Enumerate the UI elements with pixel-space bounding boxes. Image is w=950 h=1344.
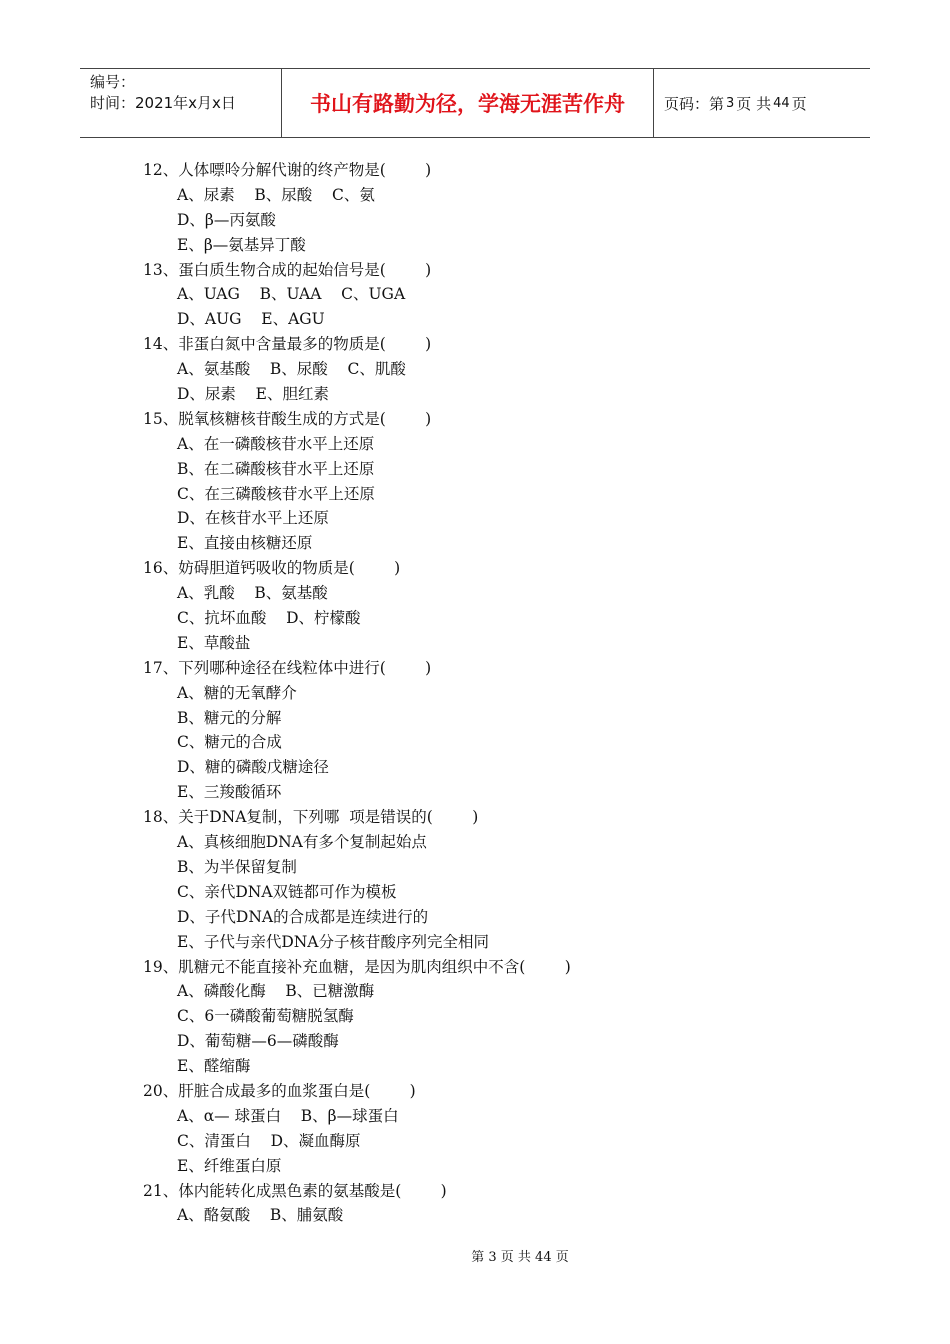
question-stem: 16、妨碍胆道钙吸收的物质是( ) <box>143 559 401 578</box>
question-option: A、尿素 B、尿酸 C、氨 <box>177 185 375 204</box>
question-option: E、β—氨基异丁酸 <box>177 235 306 254</box>
page-mid: 页 共 <box>736 94 772 113</box>
question-option: D、在核苷水平上还原 <box>177 509 329 528</box>
serial-label: 编号： <box>90 73 136 91</box>
question-option: E、直接由核糖还原 <box>177 534 313 553</box>
page-current: 3 <box>726 95 735 111</box>
header-motto: 书山有路勤为径，学海无涯苦作舟 <box>282 69 654 137</box>
question-stem: 17、下列哪种途径在线粒体中进行( ) <box>143 658 432 677</box>
question-option: A、在一磷酸核苷水平上还原 <box>177 434 375 453</box>
question-stem: 15、脱氧核糖核苷酸生成的方式是( ) <box>143 409 432 428</box>
question-option: E、子代与亲代DNA分子核苷酸序列完全相同 <box>177 932 489 951</box>
question-option: C、糖元的合成 <box>177 733 282 752</box>
question-stem: 21、体内能转化成黑色素的氨基酸是( ) <box>143 1181 447 1200</box>
page-total: 44 <box>773 95 790 111</box>
question-option: A、UAG B、UAA C、UGA <box>177 285 406 304</box>
question-stem: 13、蛋白质生物合成的起始信号是( ) <box>143 260 432 279</box>
time-label: 时间：2021年x月x日 <box>90 94 236 112</box>
question-option: A、真核细胞DNA有多个复制起始点 <box>177 833 427 852</box>
question-option: C、6一磷酸葡萄糖脱氢酶 <box>177 1007 354 1026</box>
page-prefix: 页码：第 <box>664 94 725 113</box>
question-option: D、β—丙氨酸 <box>177 210 276 229</box>
question-option: D、葡萄糖—6—磷酸酶 <box>177 1032 339 1051</box>
question-option: C、抗坏血酸 D、柠檬酸 <box>177 609 361 628</box>
question-option: D、尿素 E、胆红素 <box>177 385 329 404</box>
question-option: E、醛缩酶 <box>177 1057 251 1076</box>
page-footer: 第 3 页 共 44 页 <box>471 1250 569 1265</box>
question-option: E、三羧酸循环 <box>177 783 282 802</box>
question-option: D、AUG E、AGU <box>177 310 325 329</box>
page-suffix: 页 <box>791 94 807 113</box>
question-option: E、纤维蛋白原 <box>177 1156 282 1175</box>
question-option: C、清蛋白 D、凝血酶原 <box>177 1131 361 1150</box>
question-stem: 14、非蛋白氮中含量最多的物质是( ) <box>143 335 432 354</box>
question-option: A、磷酸化酶 B、已糖激酶 <box>177 982 375 1001</box>
question-option: D、子代DNA的合成都是连续进行的 <box>177 907 429 926</box>
question-stem: 19、肌糖元不能直接补充血糖，是因为肌肉组织中不含( ) <box>143 957 571 976</box>
header-page-info <box>654 69 870 137</box>
header-meta <box>80 69 282 137</box>
question-stem: 12、人体嘌呤分解代谢的终产物是( ) <box>143 161 432 179</box>
question-list <box>143 158 843 1228</box>
question-option: A、糖的无氧酵介 <box>177 683 297 702</box>
question-option: E、草酸盐 <box>177 633 251 652</box>
question-option: A、氨基酸 B、尿酸 C、肌酸 <box>177 360 406 379</box>
page-header <box>80 68 870 138</box>
question-option: B、糖元的分解 <box>177 708 282 727</box>
question-option: B、在二磷酸核苷水平上还原 <box>177 459 375 478</box>
question-stem: 18、关于DNA复制，下列哪 项是错误的( ) <box>143 808 479 827</box>
question-option: B、为半保留复制 <box>177 857 297 876</box>
question-stem: 20、肝脏合成最多的血浆蛋白是( ) <box>143 1081 416 1100</box>
question-option: C、在三磷酸核苷水平上还原 <box>177 484 375 503</box>
question-option: C、亲代DNA双链都可作为模板 <box>177 882 397 901</box>
question-option: A、乳酸 B、氨基酸 <box>177 584 328 603</box>
question-option: A、α— 球蛋白 B、β—球蛋白 <box>177 1106 399 1125</box>
question-option: A、酪氨酸 B、脯氨酸 <box>177 1206 344 1225</box>
question-option: D、糖的磷酸戊糖途径 <box>177 758 329 777</box>
